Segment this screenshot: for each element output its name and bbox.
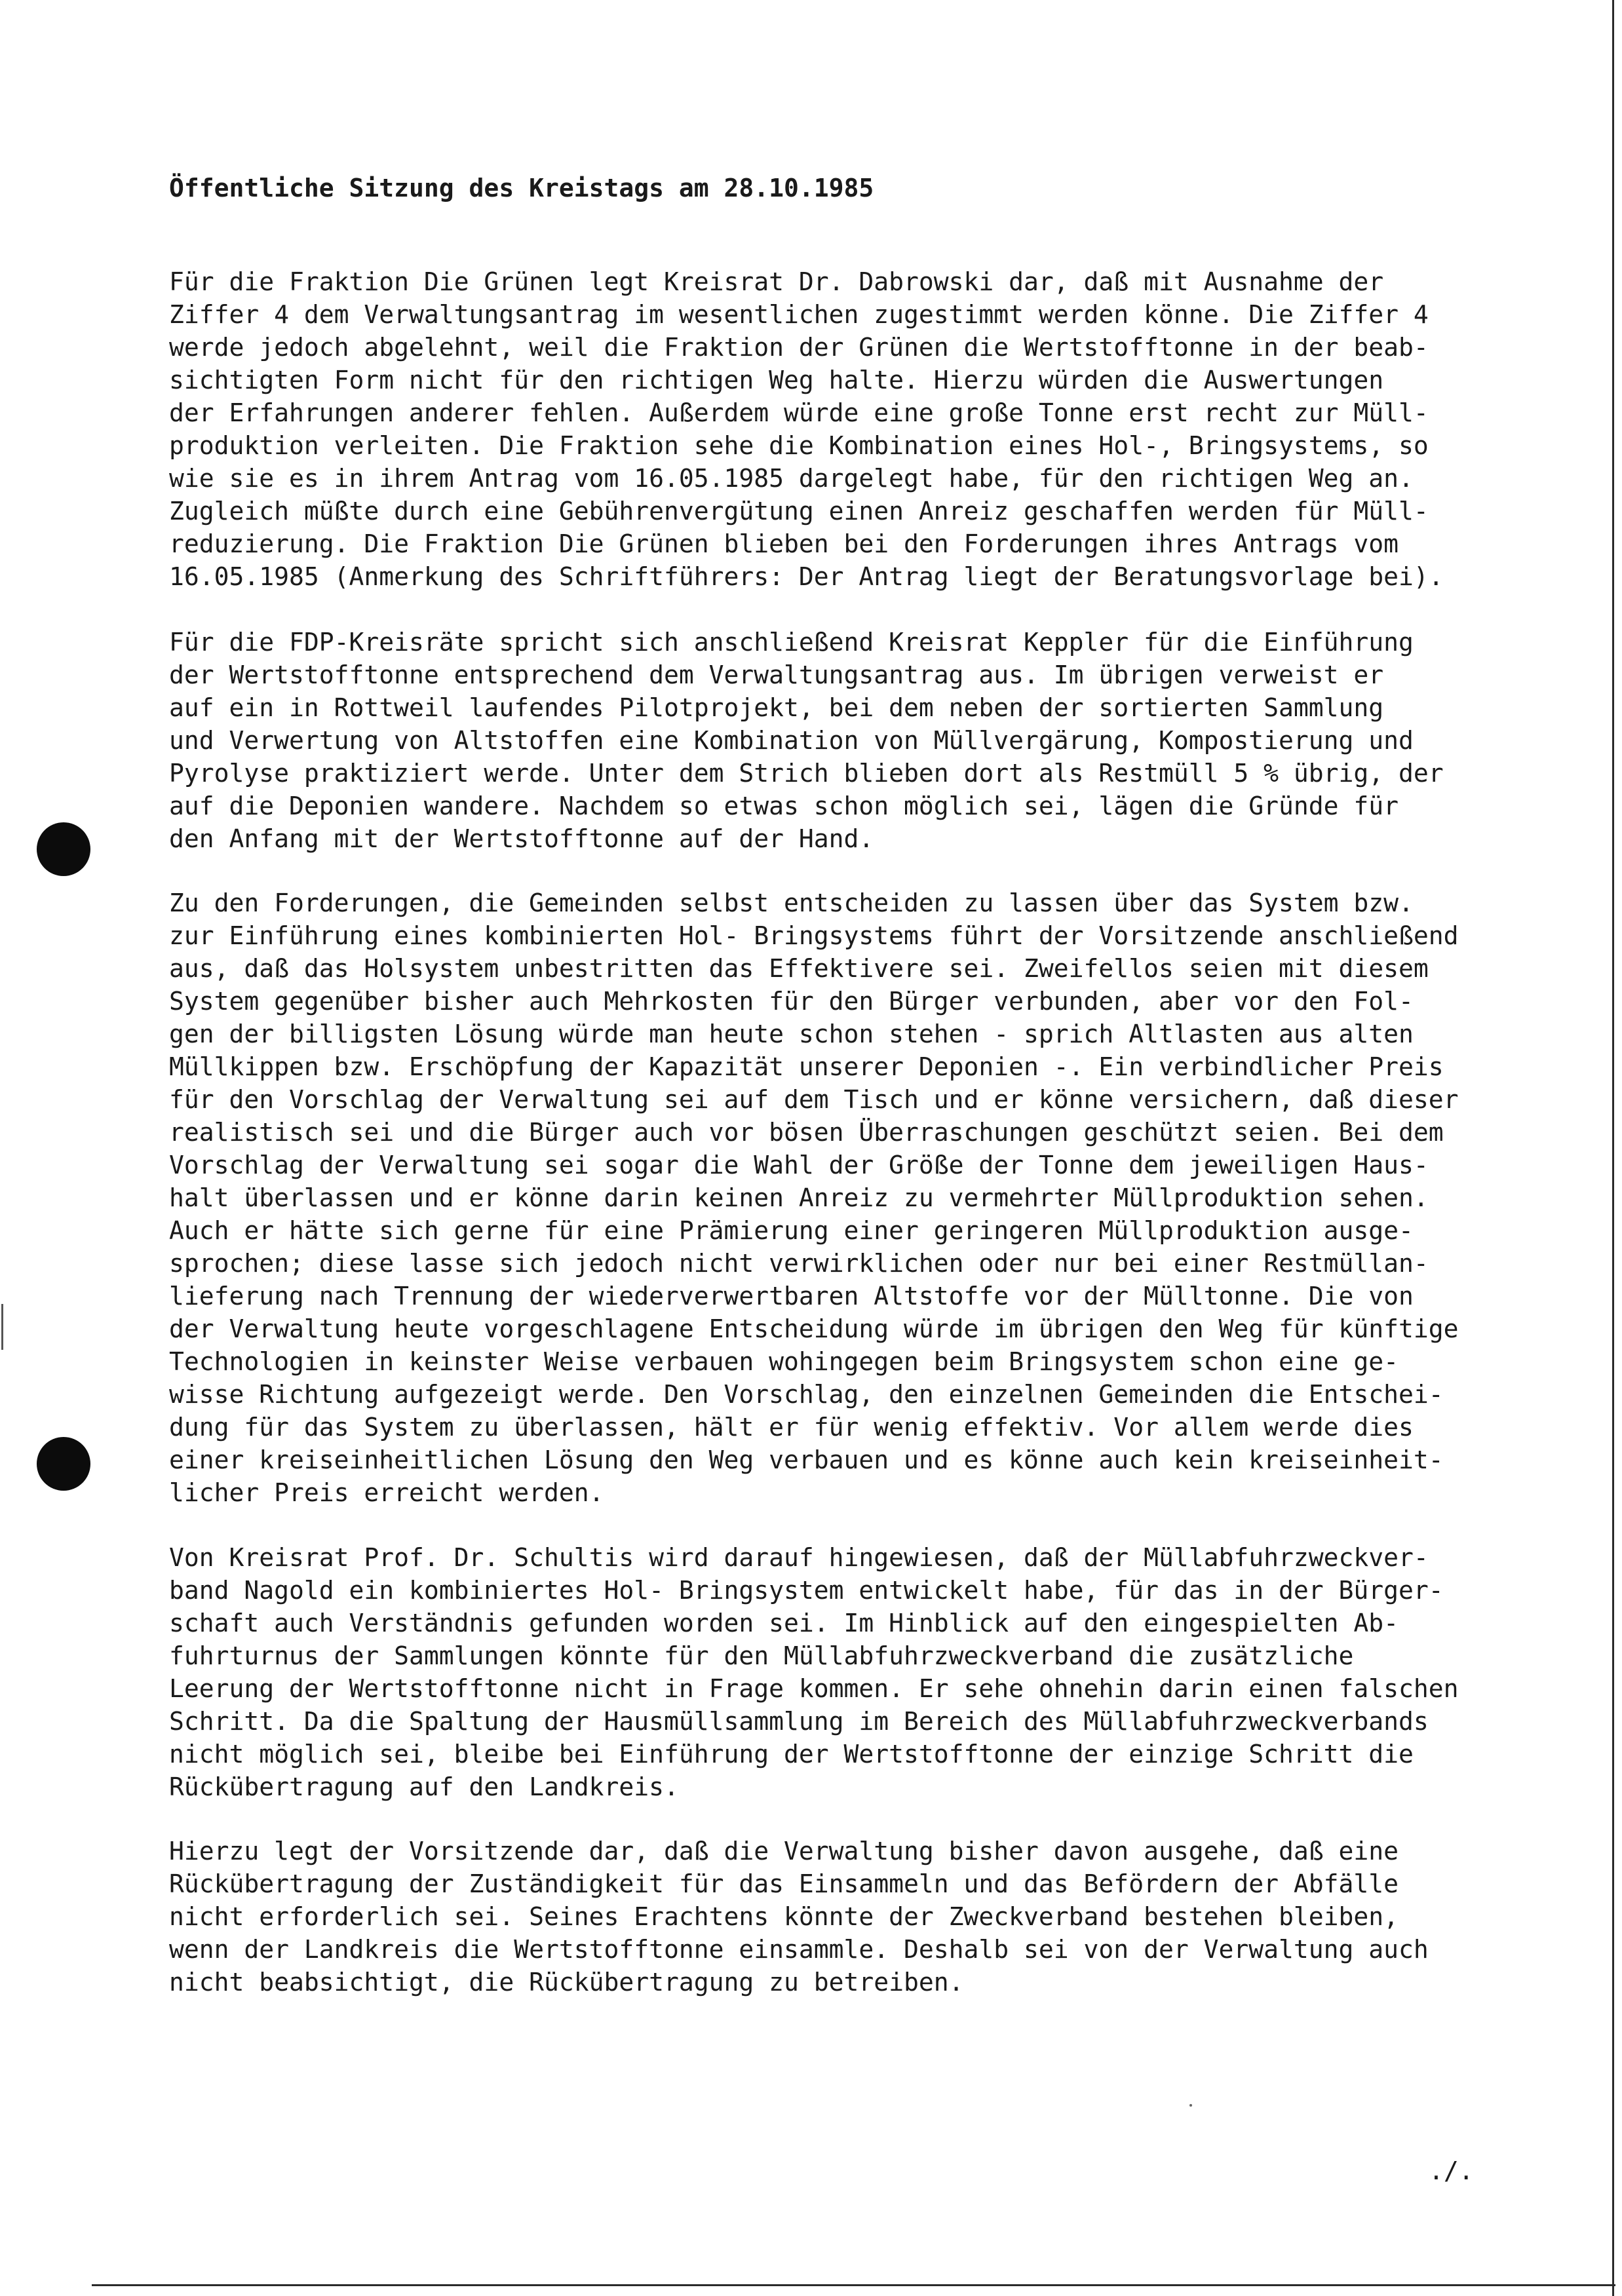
text-line: Zugleich müßte durch eine Gebührenvergütung einen Anreiz geschaffen werden für Müll- (169, 497, 1429, 526)
paragraph-rueckuebertragung (169, 1835, 1429, 1999)
text-line: lieferung nach Trennung der wiederverwertbaren Altstoffe vor der Mülltonne. Die von (169, 1282, 1414, 1311)
text-line: band Nagold ein kombiniertes Hol- Bringsystem entwickelt habe, für das in der Bürger- (169, 1576, 1444, 1605)
text-line: nicht beabsichtigt, die Rückübertragung zu betreiben. (169, 1968, 964, 1997)
scan-border-left-mark (1, 1304, 3, 1350)
text-line: Auch er hätte sich gerne für eine Prämierung einer geringeren Müllproduktion ausge- (169, 1216, 1414, 1245)
scan-border-bottom (92, 2284, 1615, 2286)
text-line: sichtigten Form nicht für den richtigen Weg halte. Hierzu würden die Auswertungen (169, 366, 1384, 394)
text-line: Für die FDP-Kreisräte spricht sich anschließend Kreisrat Keppler für die Einführung (169, 628, 1414, 657)
scan-border-right (1612, 0, 1614, 2296)
text-line: fuhrturnus der Sammlungen könnte für den Müllabfuhrzweckverband die zusätzliche (169, 1641, 1354, 1670)
text-line: 16.05.1985 (Anmerkung des Schriftführers: Der Antrag liegt der Beratungsvorlage bei). (169, 562, 1444, 591)
text-line: aus, daß das Holsystem unbestritten das Effektivere sei. Zweifellos seien mit diesem (169, 954, 1429, 983)
paragraph-vorsitzender (169, 887, 1459, 1509)
text-line: auf die Deponien wandere. Nachdem so etwas schon möglich sei, lägen die Gründe für (169, 792, 1399, 820)
text-line: auf ein in Rottweil laufendes Pilotprojekt, bei dem neben der sortierten Sammlung (169, 693, 1384, 722)
paragraph-fdp (169, 626, 1444, 855)
text-line: der Wertstofftonne entsprechend dem Verwaltungsantrag aus. Im übrigen verweist er (169, 660, 1384, 689)
text-line: der Verwaltung heute vorgeschlagene Entscheidung würde im übrigen den Weg für künftige (169, 1314, 1459, 1343)
punch-hole-top (37, 822, 90, 876)
text-line: reduzierung. Die Fraktion Die Grünen blieben bei den Forderungen ihres Antrags vom (169, 529, 1399, 558)
text-line: Von Kreisrat Prof. Dr. Schultis wird darauf hingewiesen, daß der Müllabfuhrzweckver- (169, 1543, 1429, 1572)
text-line: und Verwertung von Altstoffen eine Kombination von Müllvergärung, Kompostierung und (169, 726, 1414, 755)
session-heading: Öffentliche Sitzung des Kreistags am 28.10.1985 (169, 174, 874, 202)
text-line: wisse Richtung aufgezeigt werde. Den Vorschlag, den einzelnen Gemeinden die Entschei- (169, 1380, 1444, 1409)
text-line: Für die Fraktion Die Grünen legt Kreisrat Dr. Dabrowski dar, daß mit Ausnahme der (169, 267, 1384, 296)
text-line: realistisch sei und die Bürger auch vor bösen Überraschungen geschützt seien. Bei dem (169, 1118, 1444, 1147)
paragraph-gruene (169, 265, 1444, 593)
text-line: Rückübertragung auf den Landkreis. (169, 1772, 679, 1801)
text-line: produktion verleiten. Die Fraktion sehe die Kombination eines Hol-, Bringsystems, so (169, 431, 1429, 460)
text-line: Müllkippen bzw. Erschöpfung der Kapazität unserer Deponien -. Ein verbindlicher Preis (169, 1052, 1444, 1081)
text-line: Technologien in keinster Weise verbauen wohingegen beim Bringsystem schon eine ge- (169, 1347, 1399, 1376)
text-line: Leerung der Wertstofftonne nicht in Frage kommen. Er sehe ohnehin darin einen falschen (169, 1674, 1459, 1703)
text-line: wie sie es in ihrem Antrag vom 16.05.1985 dargelegt habe, für den richtigen Weg an. (169, 464, 1414, 493)
text-line: zur Einführung eines kombinierten Hol- Bringsystems führt der Vorsitzende anschließend (169, 921, 1459, 950)
text-line: schaft auch Verständnis gefunden worden sei. Im Hinblick auf den eingespielten Ab- (169, 1609, 1399, 1637)
text-line: sprochen; diese lasse sich jedoch nicht verwirklichen oder nur bei einer Restmüllan- (169, 1249, 1429, 1278)
text-line: gen der billigsten Lösung würde man heute schon stehen - sprich Altlasten aus alten (169, 1020, 1414, 1048)
text-line: halt überlassen und er könne darin keinen Anreiz zu vermehrter Müllproduktion sehen. (169, 1183, 1429, 1212)
text-line: den Anfang mit der Wertstofftonne auf der Hand. (169, 824, 874, 853)
paragraph-schultis (169, 1541, 1459, 1803)
text-line: Rückübertragung der Zuständigkeit für das Einsammeln und das Befördern der Abfälle (169, 1869, 1399, 1898)
text-line: einer kreiseinheitlichen Lösung den Weg verbauen und es könne auch kein kreiseinheit- (169, 1445, 1444, 1474)
text-line: nicht möglich sei, bleibe bei Einführung der Wertstofftonne der einzige Schritt die (169, 1740, 1414, 1769)
text-line: werde jedoch abgelehnt, weil die Fraktion der Grünen die Wertstofftonne in der beab- (169, 333, 1429, 362)
scan-speck (1189, 2104, 1192, 2107)
punch-hole-bottom (37, 1437, 90, 1491)
text-line: Ziffer 4 dem Verwaltungsantrag im wesentlichen zugestimmt werden könne. Die Ziffer 4 (169, 300, 1429, 329)
text-line: für den Vorschlag der Verwaltung sei auf dem Tisch und er könne versichern, daß dieser (169, 1085, 1459, 1114)
text-line: System gegenüber bisher auch Mehrkosten für den Bürger verbunden, aber vor den Fol- (169, 987, 1414, 1016)
text-line: der Erfahrungen anderer fehlen. Außerdem würde eine große Tonne erst recht zur Müll- (169, 398, 1429, 427)
continuation-mark: ./. (1429, 2156, 1474, 2185)
text-line: nicht erforderlich sei. Seines Erachtens könnte der Zweckverband bestehen bleiben, (169, 1902, 1399, 1931)
text-line: licher Preis erreicht werden. (169, 1478, 604, 1507)
text-line: Pyrolyse praktiziert werde. Unter dem Strich blieben dort als Restmüll 5 % übrig, der (169, 759, 1444, 788)
text-line: Zu den Forderungen, die Gemeinden selbst entscheiden zu lassen über das System bzw. (169, 889, 1414, 917)
text-line: Vorschlag der Verwaltung sei sogar die Wahl der Größe der Tonne dem jeweiligen Haus- (169, 1151, 1429, 1179)
text-line: dung für das System zu überlassen, hält er für wenig effektiv. Vor allem werde dies (169, 1413, 1414, 1442)
text-line: Hierzu legt der Vorsitzende dar, daß die Verwaltung bisher davon ausgehe, daß eine (169, 1837, 1399, 1866)
text-line: wenn der Landkreis die Wertstofftonne einsammle. Deshalb sei von der Verwaltung auch (169, 1935, 1429, 1964)
text-line: Schritt. Da die Spaltung der Hausmüllsammlung im Bereich des Müllabfuhrzweckverbands (169, 1707, 1429, 1736)
